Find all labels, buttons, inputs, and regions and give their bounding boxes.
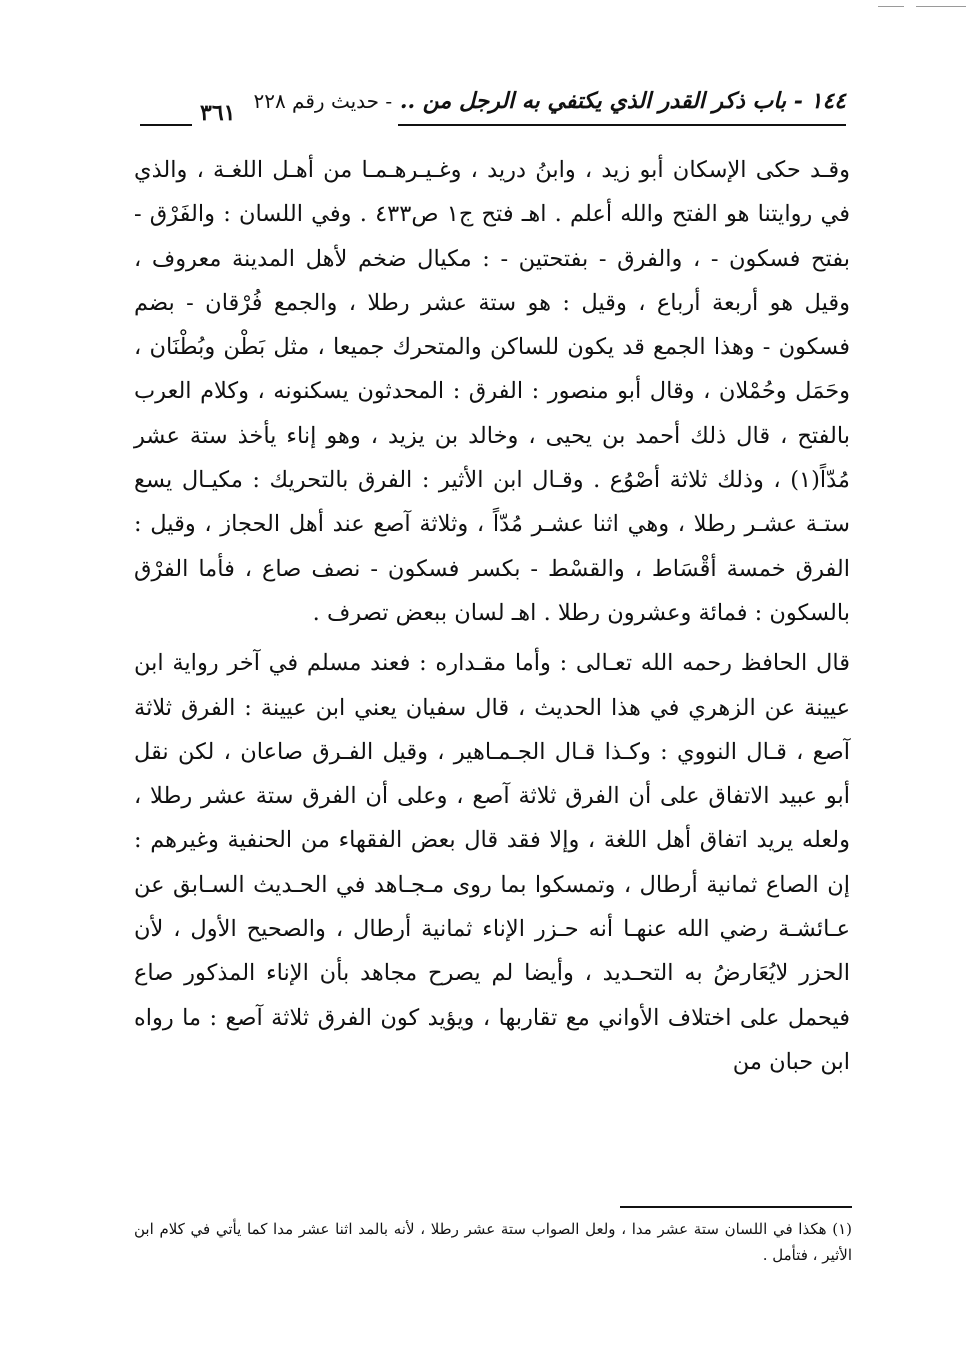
page-number: ٣٦١ <box>200 100 236 126</box>
paragraph-hafiz: قال الحافظ رحمه الله تعـالى : وأما مقـداره : فعند مسلم في آخر رواية ابن عيينة عن الزهري في هذا الحديث ، قال سفيان يعني ابن عيينة : الفرق ثلاثة آصع ، قـال النووي : وكـذا قـال الجـمـاهير ، وقيل الفـرق صاعان ، لكن نقل أبو عبيد الاتفاق على أن الفرق ثلاثة آصع ، وعلى أن الفرق ستة عشر رطلا ، ولعله يريد اتفاق أهل اللغة ، وإلا فقد قال بعض الفقهاء من الحنفية وغيرهم : إن الصاع ثمانية أرطال ، وتمسكوا بما روى مـجـاهد في الحـديث السـابق عن عـائشـة رضي الله عنهـا أنه حـزر الإناء ثمانية أرطال ، والصحيح الأول ، لأن الحزر لايُعَارضُ به التحـديد ، وأيضا لم يصرح مجاهد بأن الإناء المذكور صاع فيحمل على اختلاف الأواني مع تقاربها ، ويؤيد كون الفرق ثلاثة آصع : ما رواه ابن حبان من <box>134 650 850 1075</box>
header-chapter-text: ١٤٤ - باب ذكر القدر الذي يكتفي به الرجل من .. <box>399 88 846 114</box>
corner-crop-mark <box>916 6 966 7</box>
paragraph-quote: وقـد حكى الإسكان أبو زيد ، وابنُ دريد ، وغـيـرهـمـا من أهـل اللغـة ، والذي في روايتنا هو الفتح والله أعلم . اهـ فتح ج١ ص٤٣٣ . وفي اللسان : والفَرْق - بفتح فسكون - ، والفرق - بفتحتين - : مكيال ضخم لأهل المدينة معروف ، وقيل هو أربعة أرباع ، وقيل : هو ستة عشر رطلا ، والجمع فُرْقان - بضم فسكون - وهذا الجمع قد يكون للساكن والمتحرك جميعا ، مثل بَطْن وبُطْنَان ، وحَمَل وحُمْلان ، وقال أبو منصور : الفرق : المحدثون يسكنونه ، وكلام العرب بالفتح ، قال ذلك أحمد بن يحيى ، وخالد بن يزيد ، وهو إناء يأخذ ستة عشر مُدّاً(١) ، وذلك ثلاثة أصْوُع . وقـال ابن الأثير : الفرق بالتحريك : مكيـال يسع ستـة عشـر رطلا ، وهي اثنا عشـر مُدّاً ، وثلاثة آصع عند أهل الحجاز ، وقيل : الفرق خمسة أقْسَاط ، والقسْط - بكسر فسكون - نصف صاع ، فأما الفرْق بالسكون : فمائة وعشرون رطلا . اهـ لسان ببعض تصرف . <box>134 157 850 626</box>
header-rule-short <box>140 124 192 126</box>
running-header <box>140 88 846 132</box>
header-hadith-ref: - حديث رقم ٢٢٨ <box>253 89 393 113</box>
corner-crop-mark <box>878 6 904 7</box>
header-rule <box>398 124 846 126</box>
header-chapter-title <box>253 88 846 114</box>
footnote-separator <box>620 1206 852 1208</box>
footnote: (١) هكذا في اللسان ستة عشر مدا ، ولعل الصواب ستة عشر رطلا ، لأنه بالمد اثنا عشر مدا كما يأتي في كلام ابن الأثير ، فتأمل . <box>134 1220 852 1264</box>
main-text <box>134 148 850 1084</box>
